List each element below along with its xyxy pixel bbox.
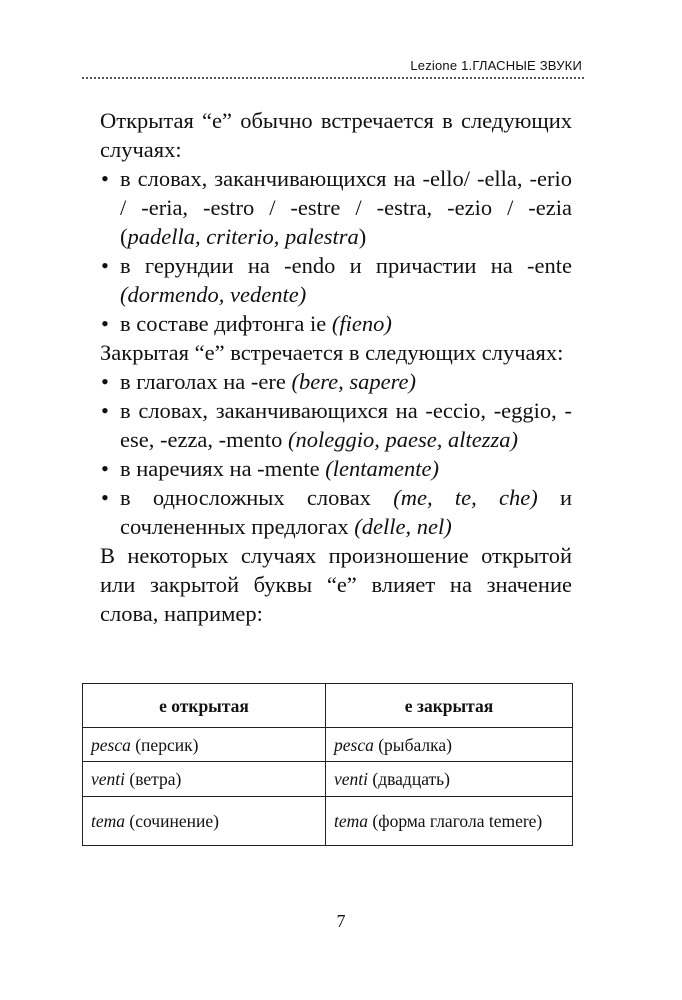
table-cell [83,797,326,846]
closing-paragraph: В некоторых случаях произношение открытой или закрытой буквы “е” влияет на значение слова, например: [100,543,572,626]
rule-text: и сочлененных предлогах [120,485,572,539]
list-item: • в глаголах на -ere (bere, sapere) [101,369,417,394]
page-number: 7 [336,911,346,931]
gloss: (двадцать) [372,769,450,789]
word: venti [91,769,126,789]
table-row [83,797,573,846]
header-dotted-rule [82,77,584,79]
rule-text: в словах, заканчивающихся на -eccio, -eggio, -ese, -ezza, -mento [120,398,572,452]
comparison-table [82,683,573,846]
closed-e-intro: Закрытая “е” встречается в следующих случаях: [100,340,564,365]
list-item: • в составе дифтонга ie (fieno) [101,311,392,336]
open-e-list [100,164,572,338]
rule-text: в составе дифтонга ie [120,311,327,336]
word: pesca [91,734,131,755]
rule-text: в герундии на -endo и причастии на -ente [120,253,572,278]
examples: lentamente [332,456,432,481]
table-row [83,762,573,797]
open-e-intro: Открытая “е” обычно встречается в следующих случаях: [100,108,572,162]
examples: noleggio, paese, altezza [295,427,511,452]
rule-text: в наречиях на -mente [120,456,320,481]
gloss: (ветра) [129,769,182,789]
word: pesca [334,734,374,755]
column-header-closed: е закрытая [326,684,573,728]
word: venti [334,769,369,789]
list-item: • в наречиях на -mente (lentamente) [101,456,439,481]
examples: me, te, che [400,485,531,510]
running-header: Lezione 1.ГЛАСНЫЕ ЗВУКИ [410,58,582,73]
column-header-open: е открытая [83,684,326,728]
gloss: (персик) [135,734,199,755]
examples: dormendo, vedente [127,282,299,307]
word: tema [334,811,369,831]
bullet-icon: • [101,485,109,510]
table-cell [326,728,573,762]
table-cell [326,797,573,846]
list-item: • в словах, заканчивающихся на -eccio, -eggio, -ese, -ezza, -mento (noleggio, paese, altezza) [101,398,572,452]
rule-text: в глаголах на -ere [120,369,286,394]
closed-e-list [100,367,572,541]
rule-text: в односложных словах [120,485,371,510]
bullet-icon: • [101,166,109,191]
examples: bere, sapere [299,369,409,394]
bullet-icon: • [101,456,109,481]
list-item: • в односложных словах (me, te, che) и сочлененных предлогах (delle, nel) [101,485,572,539]
table-cell [326,762,573,797]
bullet-icon: • [101,253,109,278]
gloss: (рыбалка) [378,734,452,755]
list-item: • в герундии на -endo и причастии на -ente (dormendo, vedente) [101,253,572,307]
examples: delle, nel [361,514,445,539]
gloss: (сочинение) [129,811,219,831]
examples: padella, criterio, palestra [127,224,359,249]
body-text [100,106,572,628]
list-item: • в словах, заканчивающихся на -ello/ -ella, -erio / -eria, -estro / -estre / -estra, -ezio / -ezia (padella, criterio, palestra) [101,166,572,249]
bullet-icon: • [101,369,109,394]
table-row [83,728,573,762]
table-header-row [83,684,573,728]
word: tema [91,811,126,831]
bullet-icon: • [101,311,109,336]
bullet-icon: • [101,398,109,423]
table-cell [83,728,326,762]
table-cell [83,762,326,797]
examples: fieno [339,311,385,336]
rule-text: в словах, заканчивающихся на -ello/ -ella, -erio / -eria, -estro / -estre / -estra, -ezio / -ezia [120,166,572,220]
gloss: (форма глагола temere) [372,811,543,831]
